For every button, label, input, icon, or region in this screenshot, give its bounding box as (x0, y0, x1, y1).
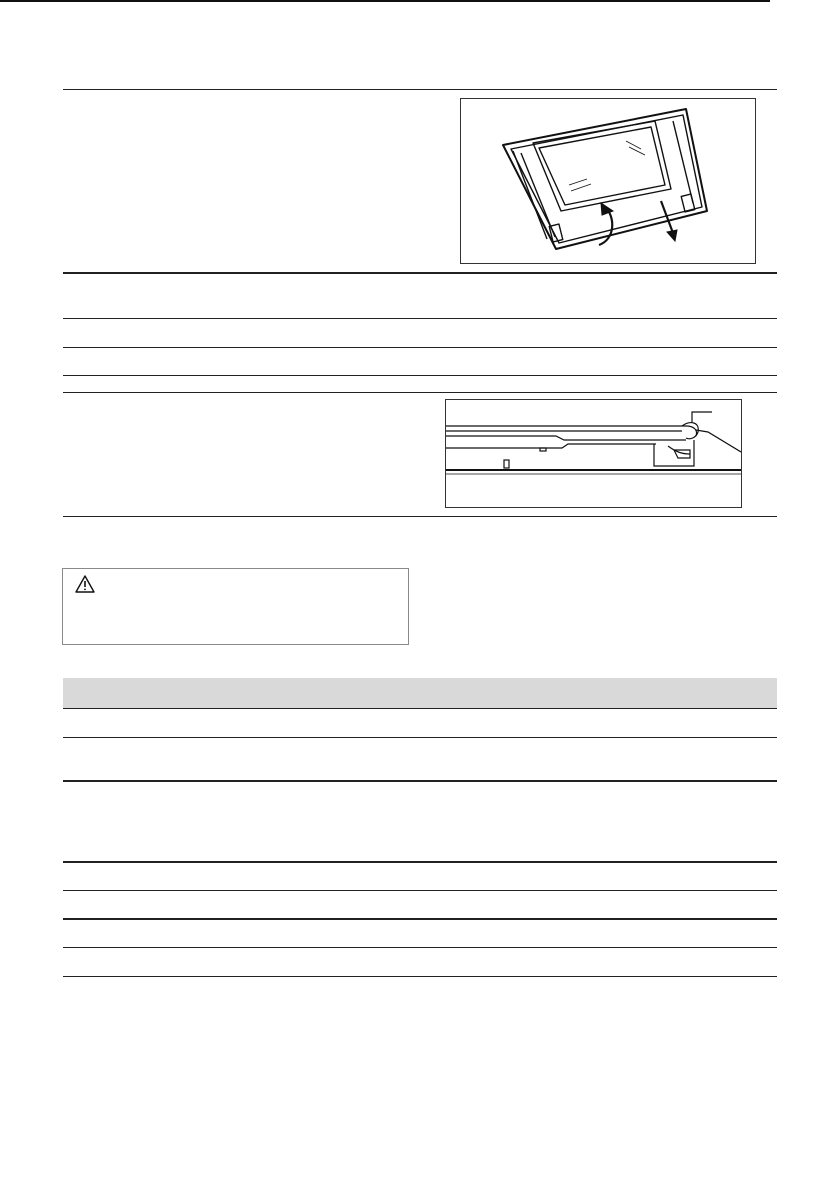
shelf-rail-detail-illustration (446, 400, 741, 507)
table-row-divider (63, 947, 777, 948)
divider (63, 375, 777, 376)
oven-door-figure (460, 98, 756, 264)
table-row-divider (63, 890, 777, 891)
warning-box (62, 568, 409, 645)
table-row-divider (63, 737, 777, 738)
divider (63, 347, 777, 348)
shelf-rail-figure (445, 399, 742, 508)
table-row-divider (63, 708, 777, 709)
divider (63, 516, 777, 517)
warning-triangle-icon (75, 575, 95, 593)
table-row-divider (63, 976, 777, 977)
divider (63, 318, 777, 319)
oven-door-removal-illustration (461, 99, 755, 263)
table-row-divider (63, 780, 777, 782)
divider (63, 89, 777, 90)
section-divider (63, 272, 777, 274)
table-row-divider (63, 861, 777, 863)
table-header (63, 678, 777, 708)
header-bar (0, 0, 770, 2)
table-row-divider (63, 918, 777, 920)
divider (63, 392, 777, 393)
